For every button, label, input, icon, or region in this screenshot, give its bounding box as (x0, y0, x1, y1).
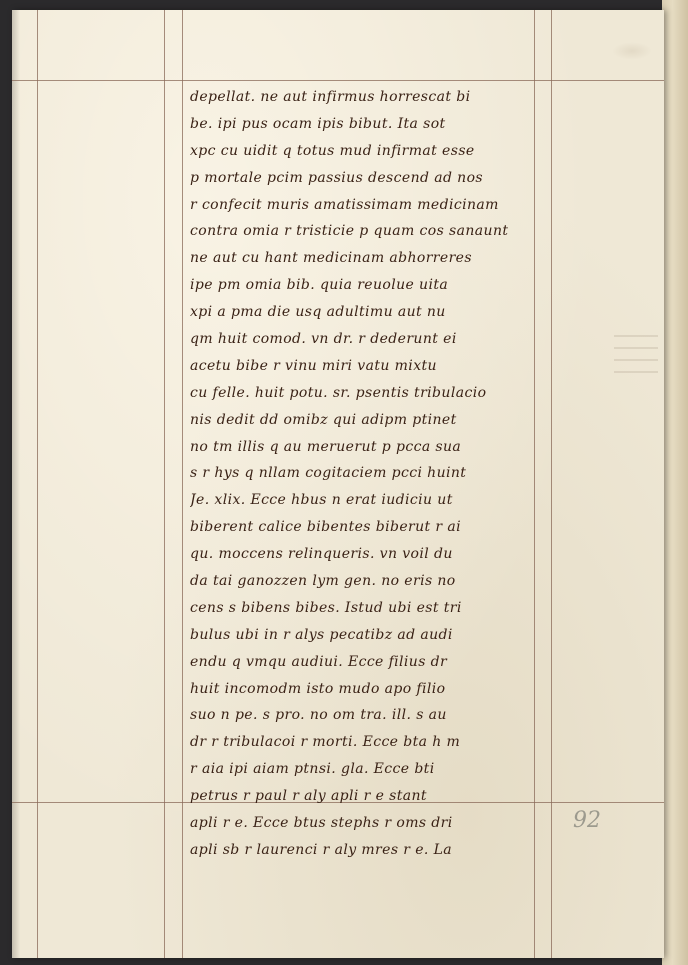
manuscript-line: r confecit muris amatissimam medicinam (190, 196, 499, 213)
ruling-vertical-outer-left (37, 10, 38, 958)
manuscript-line: bulus ubi in r alys pecatibz ad audi (190, 626, 453, 643)
manuscript-line: p mortale pcim passius descend ad nos (190, 169, 483, 186)
manuscript-line: petrus r paul r aly apli r e stant (190, 788, 427, 805)
manuscript-line: cens s bibens bibes. Istud ubi est tri (190, 599, 462, 616)
manuscript-line: endu q vmqu audiui. Ecce filius dr (190, 653, 448, 670)
manuscript-line: r aia ipi aiam ptnsi. gla. Ecce bti (190, 761, 435, 778)
manuscript-line: ne aut cu hant medicinam abhorreres (190, 250, 472, 267)
folio-number: 92 (573, 808, 601, 833)
manuscript-line: ipe pm omia bib. quia reuolue uita (190, 277, 449, 294)
manuscript-line: da tai ganozzen lym gen. no eris no (190, 573, 456, 590)
manuscript-line: xpc cu uidit q totus mud infirmat esse (190, 142, 475, 159)
manuscript-line: qm huit comod. vn dr. r dederunt ei (190, 331, 457, 348)
manuscript-line: no tm illis q au meruerut p pcca sua (190, 438, 462, 455)
manuscript-line: apli r e. Ecce btus stephs r oms dri (190, 815, 453, 832)
manuscript-line: nis dedit dd omibz qui adipm ptinet (190, 411, 457, 428)
manuscript-line: depellat. ne aut infirmus horrescat bi (190, 89, 471, 105)
ruling-vertical-inner-left-2 (182, 10, 183, 958)
ruling-vertical-outer-right (551, 10, 552, 958)
corner-stain (612, 42, 652, 60)
ruling-horizontal-top (12, 80, 664, 81)
manuscript-line: xpi a pma die usq adultimu aut nu (190, 304, 446, 321)
manuscript-line: suo n pe. s pro. no om tra. ill. s au (190, 707, 447, 724)
manuscript-line: qu. moccens relinqueris. vn voil du (190, 546, 453, 563)
marginal-bleed-through (614, 335, 658, 375)
manuscript-line: dr r tribulacoi r morti. Ecce bta h m (190, 734, 461, 751)
ruling-vertical-inner-right (534, 10, 535, 958)
manuscript-line: Je. xlix. Ecce hbus n erat iudiciu ut (190, 492, 453, 509)
manuscript-line: biberent calice bibentes biberut r ai (190, 519, 461, 536)
manuscript-line: be. ipi pus ocam ipis bibut. Ita sot (190, 115, 446, 132)
manuscript-line: contra omia r tristicie p quam cos sanaunt (190, 223, 509, 240)
adjacent-page-edge (662, 0, 688, 965)
manuscript-text-block (190, 84, 532, 864)
manuscript-line: cu felle. huit potu. sr. psentis tribulacio (190, 384, 487, 401)
manuscript-line: apli sb r laurenci r aly mres r e. La (190, 841, 453, 858)
manuscript-line: acetu bibe r vinu miri vatu mixtu (190, 357, 437, 374)
page-gutter-shadow (12, 10, 20, 958)
manuscript-line: s r hys q nllam cogitaciem pcci huint (190, 465, 467, 482)
ruling-vertical-inner-left-1 (164, 10, 165, 958)
manuscript-line: huit incomodm isto mudo apo filio (190, 680, 446, 697)
